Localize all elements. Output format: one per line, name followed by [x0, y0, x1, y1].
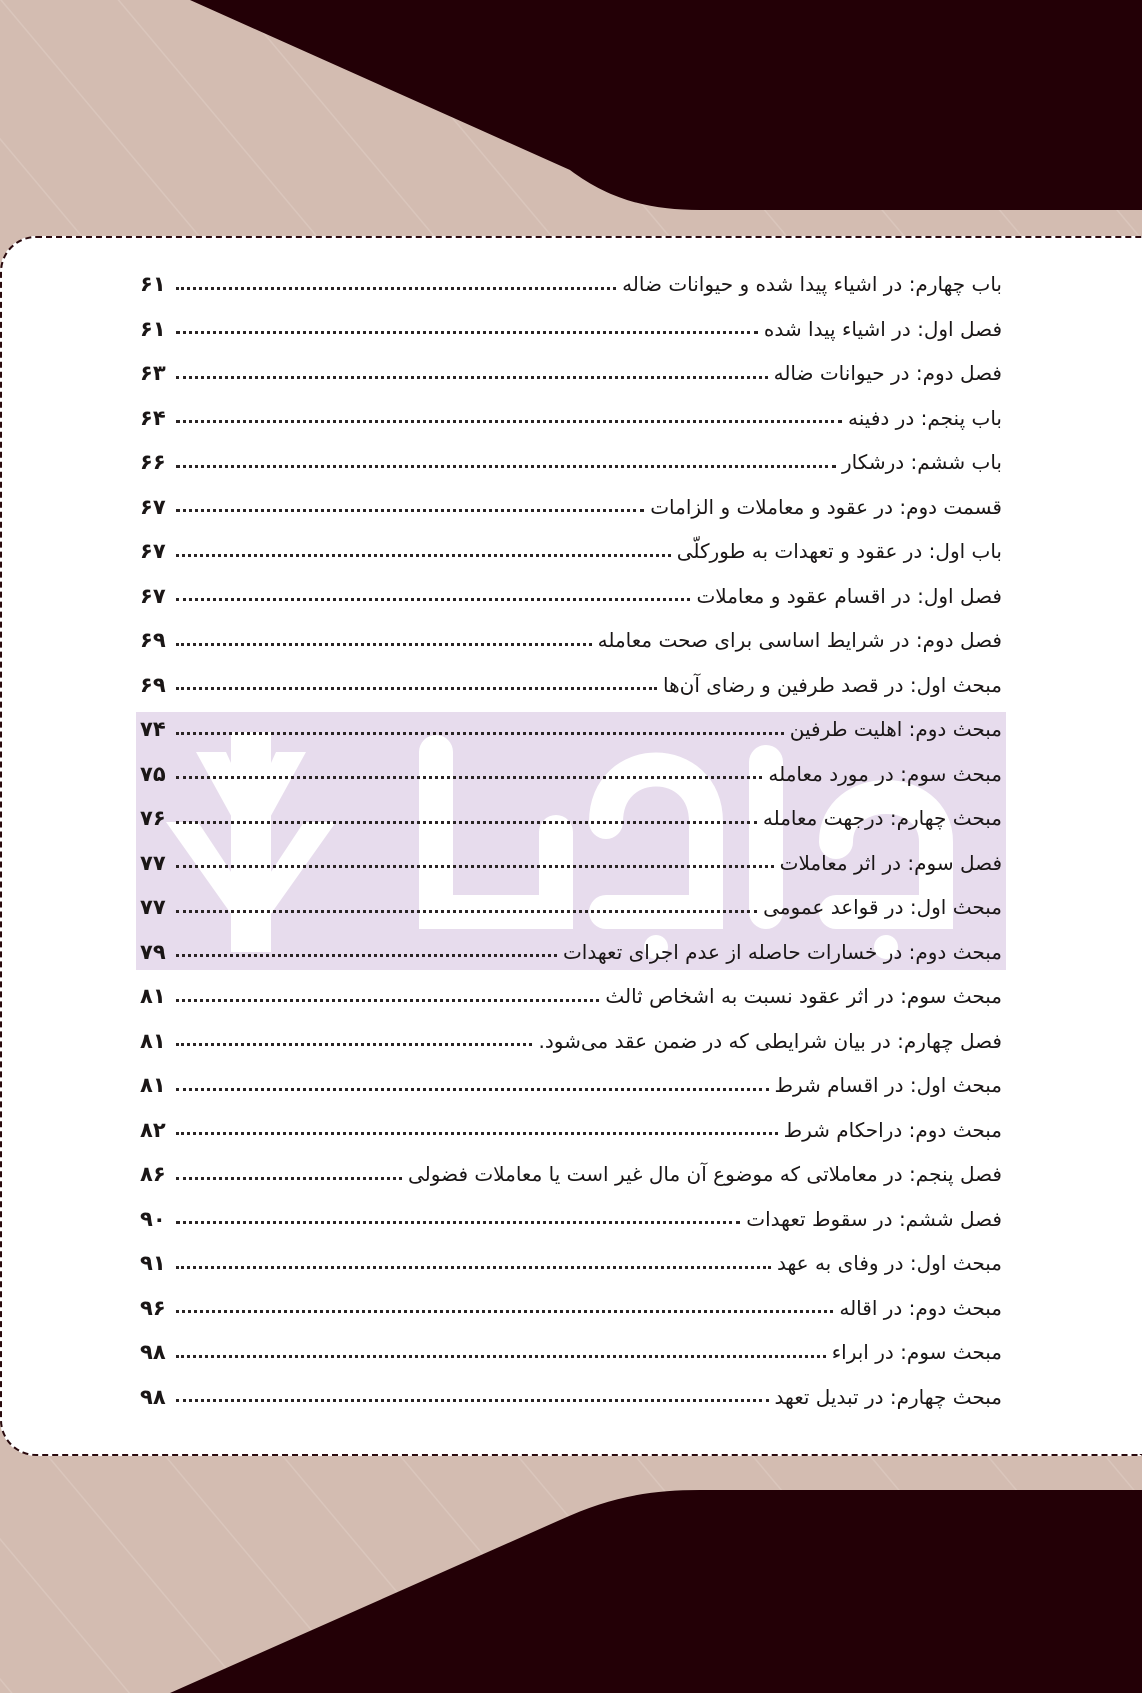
toc-entry-title: باب چهارم: در اشیاء پیدا شده و حیوانات ضاله	[622, 272, 1002, 297]
toc-entry-title: مبحث اول: در قواعد عمومی	[763, 895, 1002, 920]
toc-entry-page-number: ۸۱	[140, 1028, 166, 1053]
toc-entry-page-number: ۶۹	[140, 628, 166, 653]
toc-entry-page-number: ۶۷	[140, 583, 166, 608]
toc-entry[interactable]	[140, 307, 1002, 352]
toc-entry[interactable]	[140, 1019, 1002, 1064]
toc-entry-page-number: ۶۳	[140, 361, 166, 386]
toc-entry[interactable]	[140, 574, 1002, 619]
dot-leader	[176, 376, 768, 379]
toc-entry-page-number: ۶۴	[140, 405, 166, 430]
toc-entry-page-number: ۶۹	[140, 672, 166, 697]
toc-entry-page-number: ۷۶	[140, 806, 166, 831]
toc-entry-title: فصل ششم: در سقوط تعهدات	[746, 1206, 1002, 1231]
toc-entry[interactable]	[140, 440, 1002, 485]
toc-entry-title: قسمت دوم: در عقود و معاملات و الزامات	[650, 494, 1002, 519]
toc-entry[interactable]	[140, 1197, 1002, 1242]
toc-entry-page-number: ۶۱	[140, 316, 166, 341]
toc-entry[interactable]	[140, 1152, 1002, 1197]
dot-leader	[176, 643, 592, 646]
dot-leader	[176, 1399, 769, 1402]
toc-entry-title: مبحث دوم: در اقاله	[839, 1295, 1002, 1320]
dot-leader	[176, 331, 758, 334]
toc-entry[interactable]	[140, 796, 1002, 841]
toc-entry-page-number: ۸۱	[140, 984, 166, 1009]
dot-leader	[176, 287, 616, 290]
toc-entry[interactable]	[140, 485, 1002, 530]
dot-leader	[176, 1266, 771, 1269]
toc-entry-page-number: ۶۷	[140, 539, 166, 564]
toc-entry[interactable]	[140, 1063, 1002, 1108]
dot-leader	[176, 1355, 826, 1358]
toc-entry-title: مبحث چهارم: در تبدیل تعهد	[774, 1384, 1002, 1409]
dot-leader	[176, 420, 842, 423]
toc-entry[interactable]	[140, 663, 1002, 708]
toc-entry-title: فصل سوم: در اثر معاملات	[779, 850, 1002, 875]
toc-entry-page-number: ۷۷	[140, 850, 166, 875]
dot-leader	[176, 999, 599, 1002]
dot-leader	[176, 1043, 532, 1046]
toc-entry-title: مبحث سوم: در مورد معامله	[768, 761, 1002, 786]
toc-entry-title: باب اول: در عقود و تعهدات به طورکلّی	[676, 539, 1002, 564]
toc-entry-page-number: ۸۶	[140, 1162, 166, 1187]
toc-entry-title: مبحث اول: در وفای به عهد	[776, 1251, 1002, 1276]
toc-entry[interactable]	[140, 707, 1002, 752]
toc-entry-title: فصل دوم: در حیوانات ضاله	[773, 361, 1002, 386]
toc-entry-title: فصل پنجم: در معاملاتی که موضوع آن مال غیر است یا معاملات فضولی	[408, 1162, 1002, 1187]
toc-entry-page-number: ۶۶	[140, 450, 166, 475]
toc-entry-title: مبحث چهارم: درجهت معامله	[762, 806, 1002, 831]
toc-entry-title: فصل دوم: در شرایط اساسی برای صحت معامله	[597, 628, 1002, 653]
dot-leader	[176, 465, 836, 468]
toc-entry-page-number: ۷۴	[140, 717, 166, 742]
toc-entry-title: مبحث اول: در اقسام شرط	[774, 1073, 1002, 1098]
toc-entry-title: فصل اول: در اقسام عقود و معاملات	[696, 583, 1002, 608]
dot-leader	[176, 554, 671, 557]
toc-entry[interactable]	[140, 885, 1002, 930]
dot-leader	[176, 1310, 833, 1313]
toc-entry[interactable]	[140, 1330, 1002, 1375]
dot-leader	[176, 509, 644, 512]
toc-entry-page-number: ۷۵	[140, 761, 166, 786]
toc-entry-title: مبحث اول: در قصد طرفین و رضای آن‌ها	[663, 672, 1002, 697]
dot-leader	[176, 821, 757, 824]
toc-entry[interactable]	[140, 351, 1002, 396]
toc-entry[interactable]	[140, 1108, 1002, 1153]
toc-entry-page-number: ۷۷	[140, 895, 166, 920]
toc-entry[interactable]	[140, 1286, 1002, 1331]
toc-entry-page-number: ۹۰	[140, 1206, 166, 1231]
toc-entry-page-number: ۸۲	[140, 1117, 166, 1142]
table-of-contents	[140, 262, 1002, 1419]
toc-entry[interactable]	[140, 974, 1002, 1019]
toc-entry-page-number: ۹۸	[140, 1384, 166, 1409]
toc-entry[interactable]	[140, 618, 1002, 663]
dot-leader	[176, 776, 762, 779]
toc-entry[interactable]	[140, 396, 1002, 441]
toc-entry-page-number: ۹۶	[140, 1295, 166, 1320]
toc-entry-page-number: ۶۱	[140, 272, 166, 297]
toc-entry-title: مبحث دوم: دراحکام شرط	[783, 1117, 1002, 1142]
dot-leader	[176, 865, 774, 868]
dot-leader	[176, 1088, 769, 1091]
dot-leader	[176, 954, 557, 957]
toc-entry-title: مبحث دوم: در خسارات حاصله از عدم اجرای تعهدات	[562, 939, 1002, 964]
toc-entry-title: مبحث سوم: در ابراء	[831, 1340, 1002, 1365]
toc-entry[interactable]	[140, 841, 1002, 886]
dot-leader	[176, 732, 784, 735]
toc-entry-title: باب ششم: درشکار	[842, 450, 1002, 475]
dot-leader	[176, 687, 657, 690]
toc-entry-page-number: ۷۹	[140, 939, 166, 964]
dot-leader	[176, 1221, 740, 1224]
toc-entry-title: مبحث سوم: در اثر عقود نسبت به اشخاص ثالث	[605, 984, 1002, 1009]
toc-entry[interactable]	[140, 529, 1002, 574]
dot-leader	[176, 1177, 402, 1180]
toc-entry[interactable]	[140, 1241, 1002, 1286]
toc-entry[interactable]	[140, 262, 1002, 307]
dot-leader	[176, 910, 757, 913]
toc-entry-page-number: ۹۱	[140, 1251, 166, 1276]
toc-entry-page-number: ۶۷	[140, 494, 166, 519]
toc-entry-title: مبحث دوم: اهلیت طرفین	[789, 717, 1002, 742]
toc-entry-title: فصل چهارم: در بیان شرایطی که در ضمن عقد می‌شود.	[538, 1028, 1002, 1053]
toc-entry[interactable]	[140, 752, 1002, 797]
dot-leader	[176, 598, 690, 601]
toc-entry[interactable]	[140, 1375, 1002, 1420]
toc-entry[interactable]	[140, 930, 1002, 975]
toc-entry-page-number: ۸۱	[140, 1073, 166, 1098]
dot-leader	[176, 1132, 778, 1135]
toc-entry-page-number: ۹۸	[140, 1340, 166, 1365]
toc-entry-title: باب پنجم: در دفینه	[848, 405, 1002, 430]
toc-entry-title: فصل اول: در اشیاء پیدا شده	[763, 316, 1002, 341]
